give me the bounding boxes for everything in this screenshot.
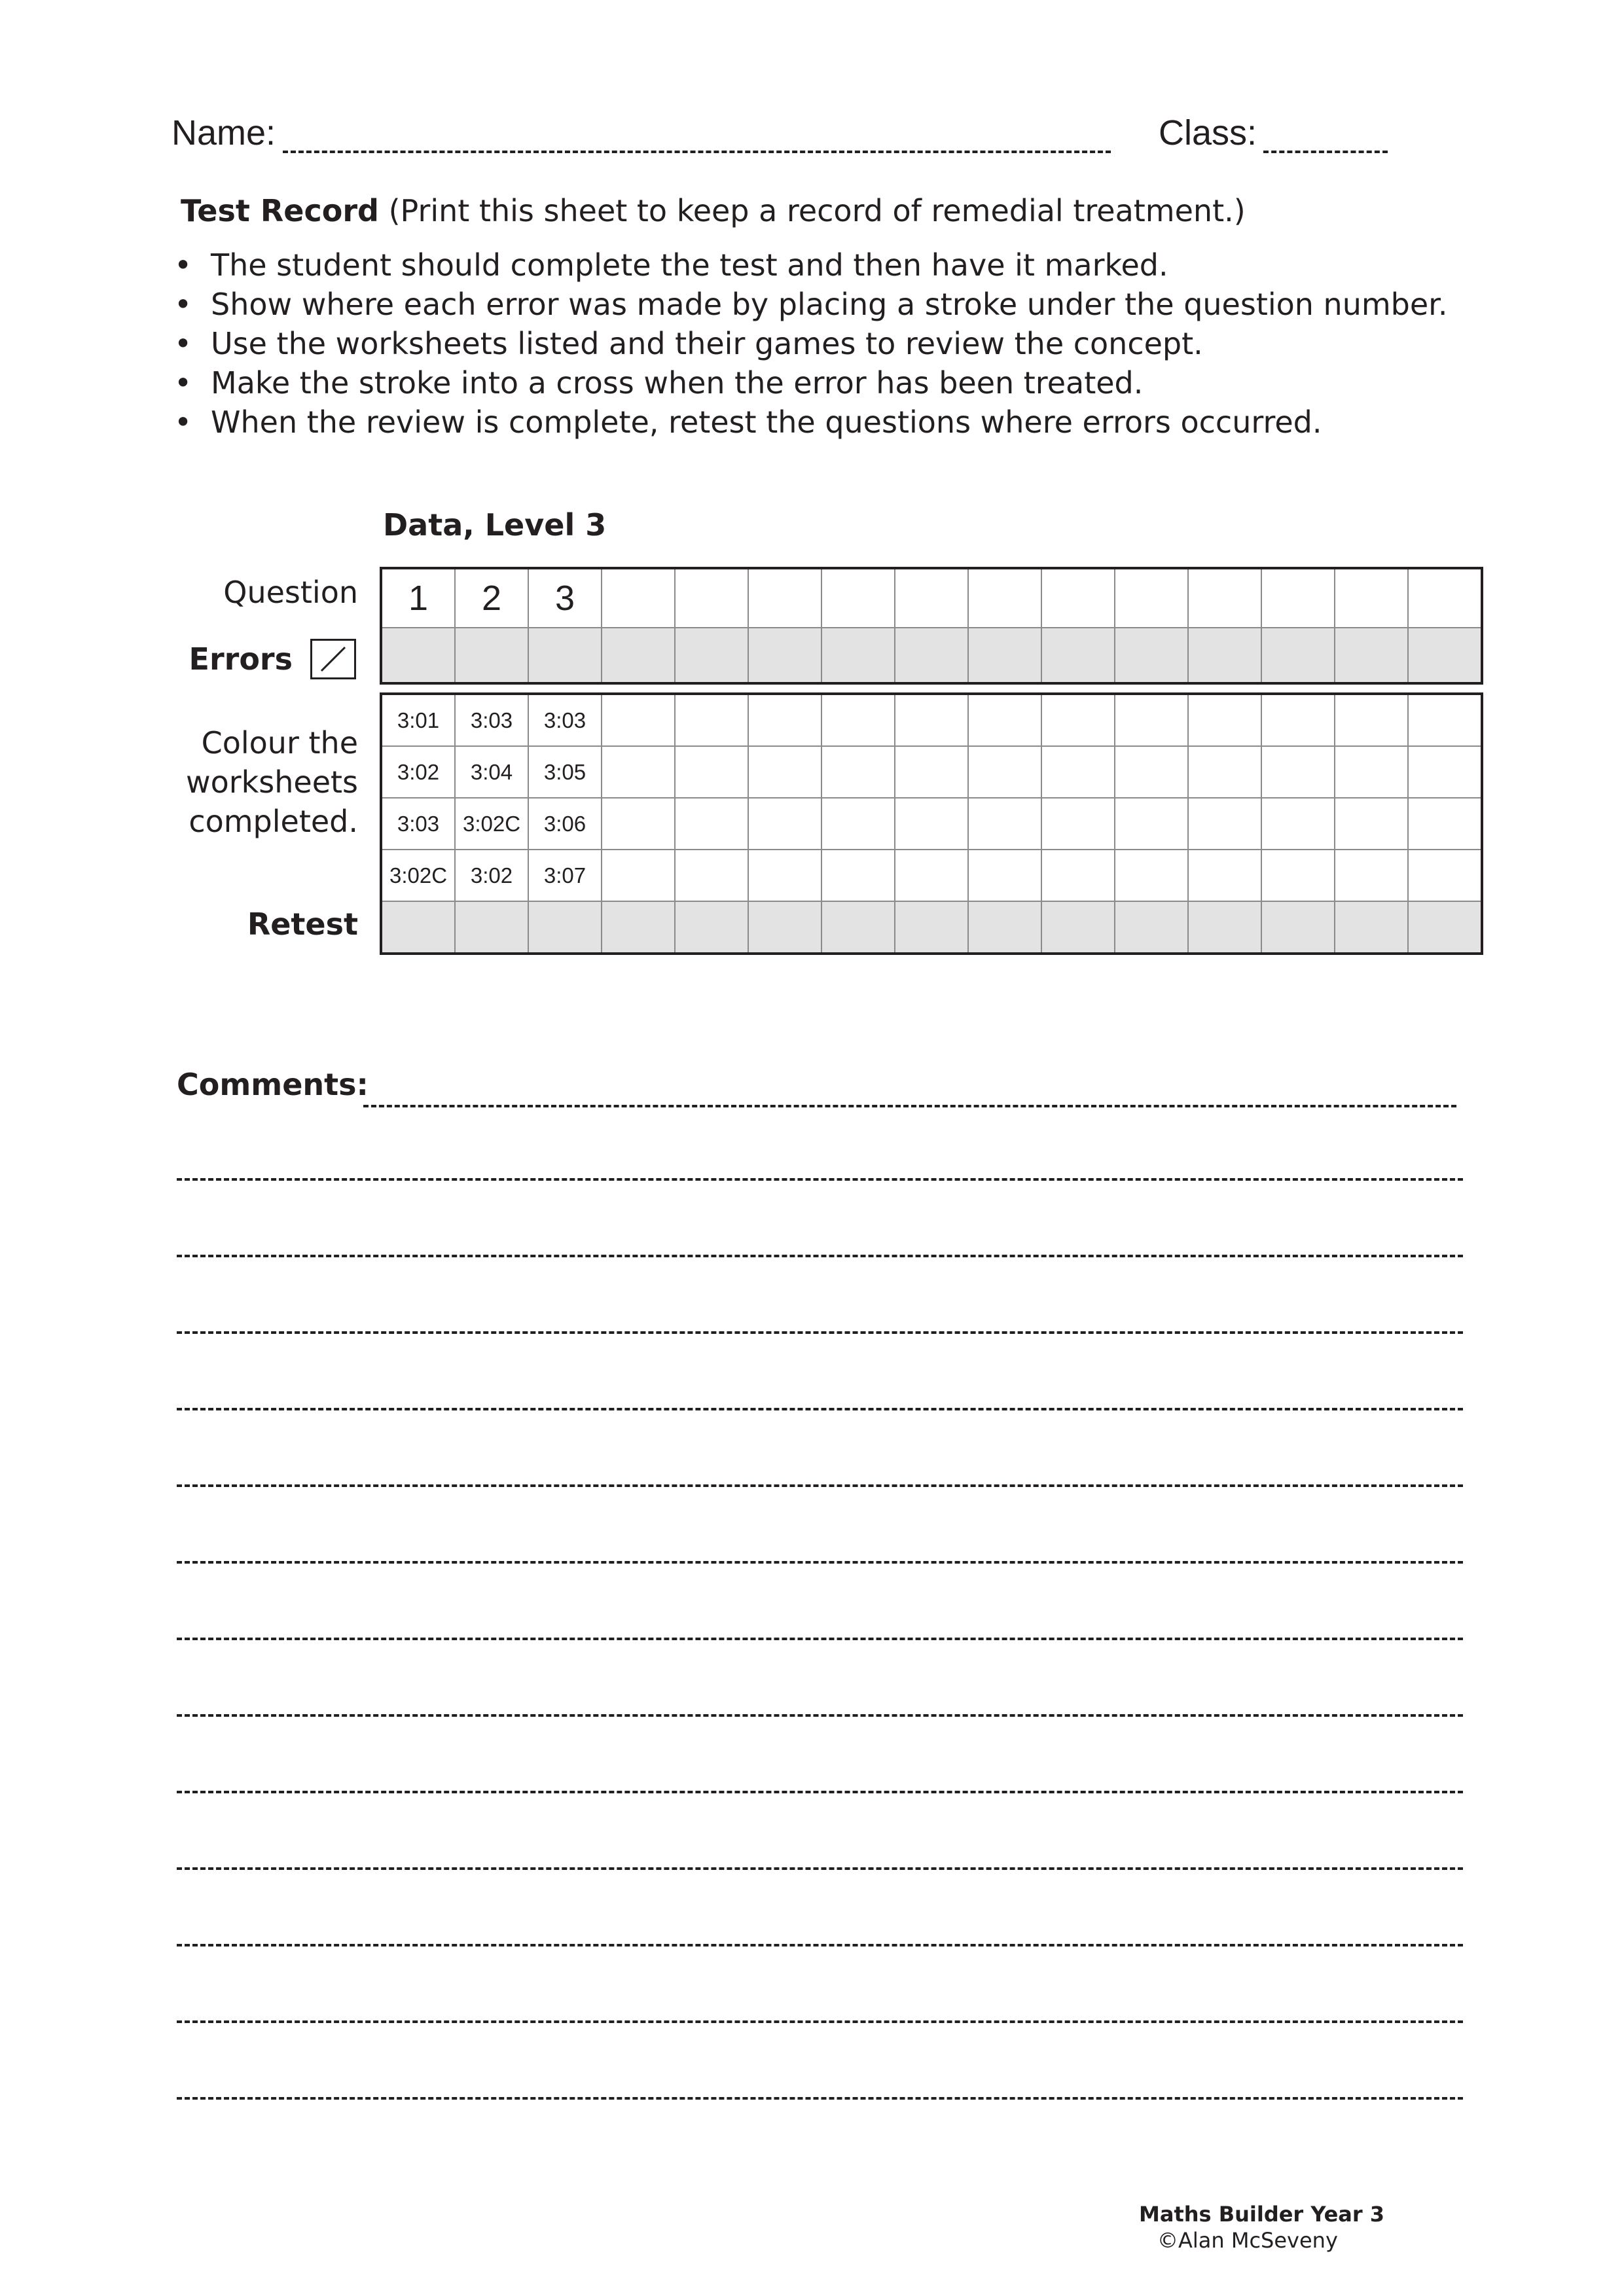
worksheet-cell[interactable]: 3:02C xyxy=(381,850,455,901)
intro xyxy=(181,193,1246,228)
errors-row xyxy=(381,628,1482,683)
instruction-item: • The student should complete the test and then have it marked. xyxy=(171,245,1447,285)
worksheet-cell[interactable] xyxy=(1188,694,1261,746)
instruction-item: • Make the stroke into a cross when the error has been treated. xyxy=(171,363,1447,403)
worksheet-cell[interactable] xyxy=(675,694,748,746)
question-number-cell xyxy=(821,568,895,628)
retest-cell[interactable] xyxy=(821,901,895,954)
question-number-cell xyxy=(675,568,748,628)
comment-line[interactable] xyxy=(177,1791,1463,1793)
question-number-cell xyxy=(748,568,821,628)
worksheet-cell[interactable]: 3:06 xyxy=(528,798,602,850)
worksheet-cell[interactable] xyxy=(675,798,748,850)
retest-cell[interactable] xyxy=(1261,901,1335,954)
footer-title: Maths Builder Year 3 xyxy=(1139,2202,1385,2227)
retest-row xyxy=(381,901,1482,954)
worksheet-cell[interactable] xyxy=(1261,694,1335,746)
worksheet-cell[interactable] xyxy=(1408,694,1482,746)
colour-worksheets-label xyxy=(186,723,358,841)
question-row xyxy=(381,568,1482,628)
worksheet-row xyxy=(381,798,1482,850)
worksheet-cell[interactable] xyxy=(1115,746,1188,798)
worksheet-cell[interactable] xyxy=(748,850,821,901)
worksheet-cell[interactable] xyxy=(1115,850,1188,901)
retest-cell[interactable] xyxy=(1115,901,1188,954)
retest-cell[interactable] xyxy=(675,901,748,954)
worksheet-cell[interactable] xyxy=(1335,694,1408,746)
worksheets-grid xyxy=(380,692,1483,955)
footer-author: ©Alan McSeveny xyxy=(1157,2228,1338,2253)
error-mark-cell[interactable] xyxy=(895,628,968,683)
error-mark-cell[interactable] xyxy=(1188,628,1261,683)
worksheet-cell[interactable] xyxy=(1041,746,1115,798)
retest-cell[interactable] xyxy=(455,901,528,954)
colour-label-line: Colour the xyxy=(201,725,358,761)
comment-line[interactable] xyxy=(177,2020,1463,2023)
question-number-cell xyxy=(1115,568,1188,628)
instruction-item: • Use the worksheets listed and their games to review the concept. xyxy=(171,324,1447,363)
stroke-icon xyxy=(310,639,356,679)
question-number-cell xyxy=(1408,568,1482,628)
worksheet-cell[interactable]: 3:07 xyxy=(528,850,602,901)
retest-cell[interactable] xyxy=(1408,901,1482,954)
comment-line[interactable] xyxy=(177,1714,1463,1717)
worksheet-cell[interactable] xyxy=(1188,746,1261,798)
worksheet-cell[interactable] xyxy=(748,798,821,850)
worksheet-cell[interactable] xyxy=(1261,746,1335,798)
comment-line[interactable] xyxy=(177,1408,1463,1410)
retest-cell[interactable] xyxy=(1335,901,1408,954)
worksheet-cell[interactable] xyxy=(821,798,895,850)
worksheet-cell[interactable] xyxy=(675,746,748,798)
retest-cell[interactable] xyxy=(1188,901,1261,954)
worksheet-cell[interactable]: 3:03 xyxy=(381,798,455,850)
error-mark-cell[interactable] xyxy=(528,628,602,683)
worksheet-row xyxy=(381,694,1482,746)
worksheet-cell[interactable]: 3:04 xyxy=(455,746,528,798)
worksheet-cell[interactable]: 3:02C xyxy=(455,798,528,850)
comment-line[interactable] xyxy=(177,1178,1463,1181)
worksheet-cell[interactable] xyxy=(1115,798,1188,850)
error-mark-cell[interactable] xyxy=(968,628,1041,683)
retest-cell[interactable] xyxy=(748,901,821,954)
worksheet-cell[interactable] xyxy=(1041,694,1115,746)
worksheet-cell[interactable]: 3:02 xyxy=(381,746,455,798)
worksheet-cell[interactable] xyxy=(675,850,748,901)
error-mark-cell[interactable] xyxy=(1115,628,1188,683)
worksheet-cell[interactable] xyxy=(821,850,895,901)
question-number-cell xyxy=(602,568,675,628)
worksheet-cell[interactable] xyxy=(748,694,821,746)
question-number-cell xyxy=(968,568,1041,628)
colour-label-line: worksheets xyxy=(185,764,358,800)
worksheet-cell[interactable] xyxy=(1041,798,1115,850)
error-mark-cell[interactable] xyxy=(748,628,821,683)
worksheet-cell[interactable]: 3:02 xyxy=(455,850,528,901)
error-mark-cell[interactable] xyxy=(381,628,455,683)
error-mark-cell[interactable] xyxy=(455,628,528,683)
comment-line[interactable] xyxy=(177,1561,1463,1564)
worksheet-cell[interactable] xyxy=(748,746,821,798)
worksheet-cell[interactable] xyxy=(1335,850,1408,901)
worksheet-cell[interactable] xyxy=(895,746,968,798)
error-mark-cell[interactable] xyxy=(821,628,895,683)
class-field[interactable] xyxy=(1263,151,1388,153)
comment-line[interactable] xyxy=(177,1331,1463,1334)
worksheet-cell[interactable] xyxy=(968,798,1041,850)
retest-cell[interactable] xyxy=(1041,901,1115,954)
worksheet-cell[interactable] xyxy=(821,694,895,746)
worksheet-cell[interactable] xyxy=(602,850,675,901)
worksheet-cell[interactable]: 3:05 xyxy=(528,746,602,798)
comments-label: Comments: xyxy=(177,1067,369,1102)
worksheet-cell[interactable] xyxy=(968,850,1041,901)
question-number-cell xyxy=(1261,568,1335,628)
table-title: Data, Level 3 xyxy=(383,507,607,543)
worksheet-cell[interactable] xyxy=(895,798,968,850)
worksheet-cell[interactable] xyxy=(1188,850,1261,901)
retest-cell[interactable] xyxy=(602,901,675,954)
worksheet-cell[interactable] xyxy=(821,746,895,798)
worksheet-cell[interactable] xyxy=(968,694,1041,746)
worksheet-cell[interactable]: 3:03 xyxy=(455,694,528,746)
question-number-cell: 2 xyxy=(455,568,528,628)
question-number-cell xyxy=(1335,568,1408,628)
error-mark-cell[interactable] xyxy=(1335,628,1408,683)
worksheet-cell[interactable] xyxy=(1408,798,1482,850)
comment-line[interactable] xyxy=(177,1484,1463,1487)
question-number-cell: 3 xyxy=(528,568,602,628)
intro-title: Test Record xyxy=(181,193,379,228)
worksheet-cell[interactable] xyxy=(1335,798,1408,850)
worksheet-cell[interactable] xyxy=(895,850,968,901)
worksheet-cell[interactable] xyxy=(1408,746,1482,798)
comments-first-line[interactable] xyxy=(363,1105,1456,1107)
worksheet-cell[interactable] xyxy=(1408,850,1482,901)
retest-cell[interactable] xyxy=(895,901,968,954)
retest-cell[interactable] xyxy=(528,901,602,954)
retest-cell[interactable] xyxy=(968,901,1041,954)
errors-row-label: Errors xyxy=(189,641,293,677)
worksheet-cell[interactable] xyxy=(1115,694,1188,746)
stroke-glyph xyxy=(312,641,354,677)
retest-cell[interactable] xyxy=(381,901,455,954)
comment-line[interactable] xyxy=(177,2097,1463,2100)
instruction-item: • When the review is complete, retest the questions where errors occurred. xyxy=(171,403,1447,442)
comment-line[interactable] xyxy=(177,1944,1463,1946)
worksheet-cell[interactable] xyxy=(1041,850,1115,901)
worksheet-cell[interactable] xyxy=(1188,798,1261,850)
worksheet-row xyxy=(381,746,1482,798)
question-number-cell xyxy=(895,568,968,628)
question-number-cell xyxy=(1041,568,1115,628)
name-label: Name: xyxy=(171,113,276,152)
question-row-label: Question xyxy=(223,575,358,610)
worksheet-cell[interactable] xyxy=(602,798,675,850)
worksheet-cell[interactable] xyxy=(968,746,1041,798)
worksheet-cell[interactable] xyxy=(602,694,675,746)
question-number-cell: 1 xyxy=(381,568,455,628)
retest-row-label: Retest xyxy=(247,906,358,942)
worksheet-cell[interactable] xyxy=(602,746,675,798)
colour-label-line: completed. xyxy=(189,804,358,839)
comment-line[interactable] xyxy=(177,1255,1463,1257)
worksheet-row xyxy=(381,850,1482,901)
worksheet-cell[interactable]: 3:01 xyxy=(381,694,455,746)
class-label: Class: xyxy=(1159,113,1257,152)
question-number-cell xyxy=(1188,568,1261,628)
worksheet-cell[interactable] xyxy=(1261,850,1335,901)
worksheet-cell[interactable] xyxy=(1261,798,1335,850)
name-field[interactable] xyxy=(283,151,1111,153)
error-mark-cell[interactable] xyxy=(602,628,675,683)
comment-line[interactable] xyxy=(177,1638,1463,1640)
instruction-list xyxy=(171,245,1447,442)
worksheet-cell[interactable]: 3:03 xyxy=(528,694,602,746)
error-mark-cell[interactable] xyxy=(1261,628,1335,683)
intro-note: (Print this sheet to keep a record of remedial treatment.) xyxy=(388,193,1246,228)
question-errors-grid xyxy=(380,567,1483,685)
error-mark-cell[interactable] xyxy=(1041,628,1115,683)
error-mark-cell[interactable] xyxy=(675,628,748,683)
instruction-item: • Show where each error was made by placing a stroke under the question number. xyxy=(171,285,1447,324)
worksheet-cell[interactable] xyxy=(1335,746,1408,798)
comment-line[interactable] xyxy=(177,1867,1463,1870)
worksheet-cell[interactable] xyxy=(895,694,968,746)
error-mark-cell[interactable] xyxy=(1408,628,1482,683)
